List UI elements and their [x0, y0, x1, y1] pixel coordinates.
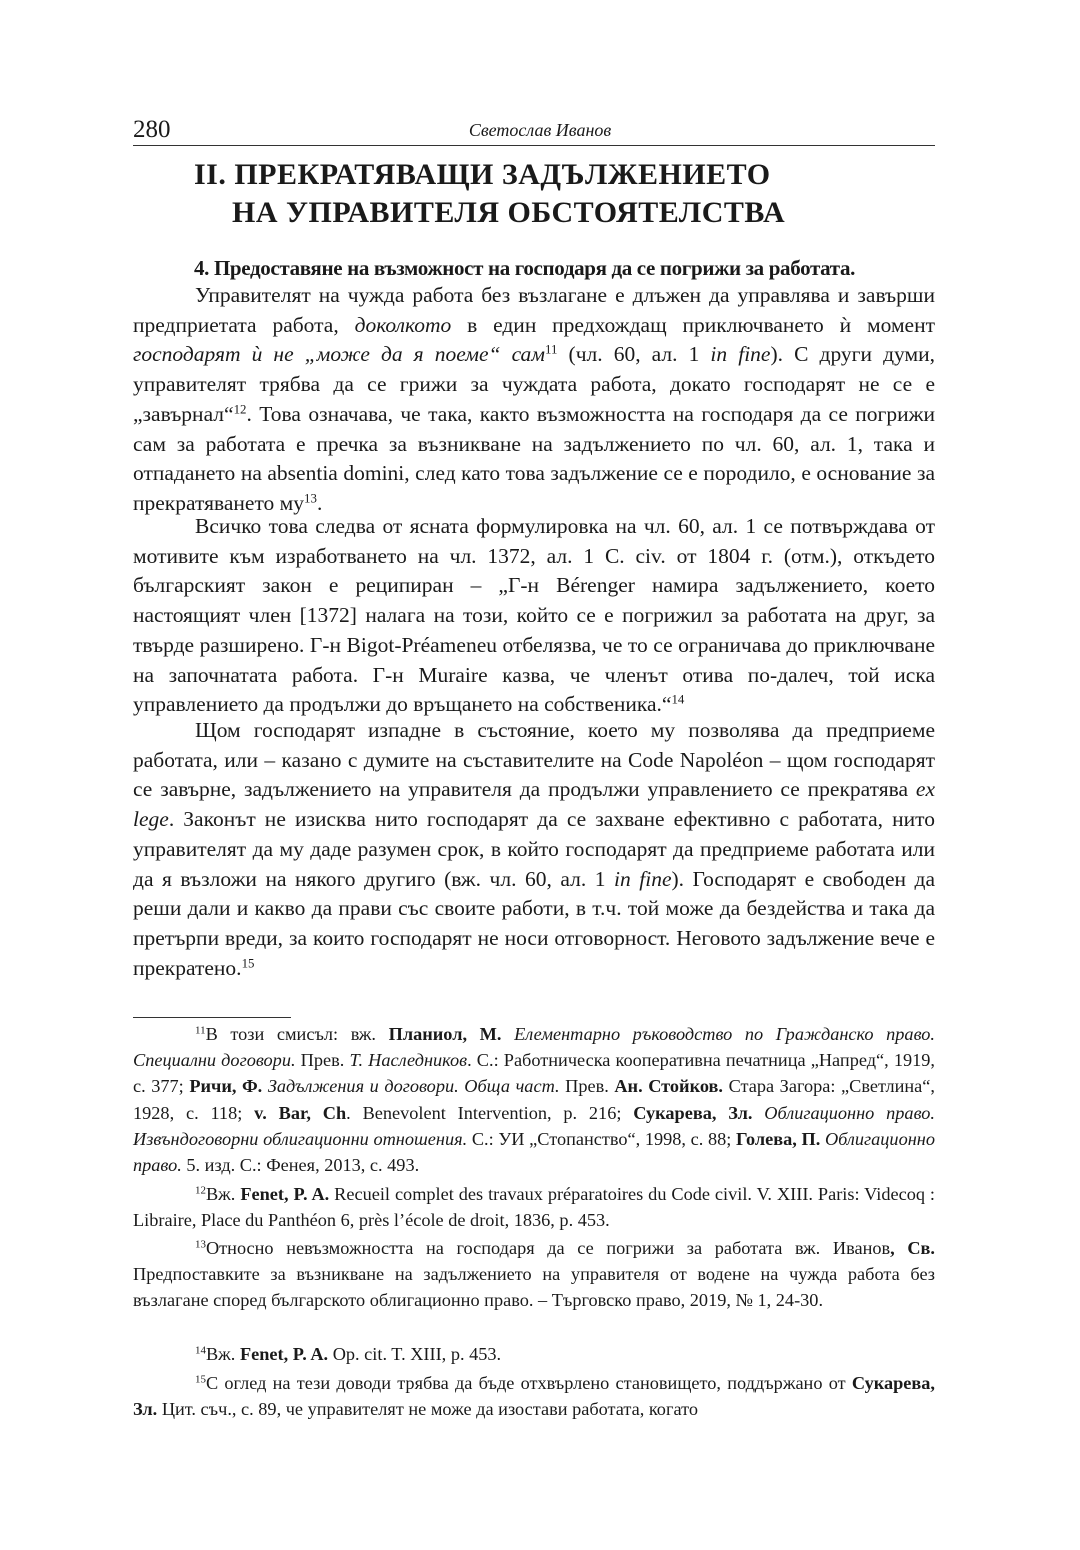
footnote-13: $^{13}$Относно невъзможността на господаря да се погрижи за работата вж. Иванов, Св. Предпоставките за възникване на задължението на управителя от водене на чужда работа без възлагане според българското облигационно право. – Търговско право, 2019, № 1, 24-30. — [133, 1238, 935, 1311]
running-head-author: Светослав Иванов — [468, 120, 612, 140]
footnote-ref-12: 12 — [233, 402, 247, 417]
footnote-separator — [133, 1017, 291, 1018]
footnote-ref-11: 11 — [545, 342, 558, 357]
footnote-12: $^{12}$Вж. Fenet, P. A. Recueil complet des travaux préparatoires du Code civil. V. XIII. Paris: Videcoq : Libraire, Place du Panthéon 6, près l’école de droit, 1836, p. 453. — [133, 1184, 936, 1231]
footnote-ref-13: 13 — [304, 491, 317, 506]
body-paragraph-1: Управителят на чужда работа без възлагане е длъжен да управлява и завърши предприетата работа, доколкото в един предхождащ приключването ѝ момент господарят ѝ не „може да я поеме“ сам$^{11}$ (чл. 60, ал. 1 in fine). С други думи, управителят трябва да се грижи за чуждата работа, докато господарят не се е „завърнал“$^{12}$. Това означава, че така, както възможността на господаря да се погрижи сам за работата е пречка за възникване на задължението по чл. 60, ал. 1, така и отпадането на absentia domini, след като това задължение се е породило, е основание за прекратяването $му^{13}$. — [133, 283, 935, 515]
page-number: 280 — [133, 116, 171, 143]
section-title-line-2: НА УПРАВИТЕЛЯ ОБСТОЯТЕЛСТВА — [232, 196, 786, 229]
footnote-ref-15: 15 — [241, 955, 255, 970]
header-rule — [133, 145, 935, 146]
subsection-heading: 4. Предоставяне на възможност на господаря да се погрижи за работата. — [194, 256, 856, 280]
footnote-11: $^{11}$В този смисъл: вж. Планиол, М. Елементарно ръководство по Гражданско право. Специални договори. Прев. Т. Наследников. С.: Работническа кооперативна печатница „Напред“, 1919, с. 377; Ричи, Ф. Задължения и договори. Обща част. Прев. Ан. Стойков. Стара Загора: „Светлина“, 1928, с. 118; v. Bar, Ch. Benevolent Intervention, p. 216; Сукарева, Зл. Облигационно право. Извъндоговорни облигационни отношения. С.: УИ „Стопанство“, 1998, с. 88; Голева, П. Облигационно право. 5. изд. С.: Фенея, 2013, с. 493. — [133, 1024, 935, 1176]
footnote-14: $^{14}$Вж. Fenet, P. A. Op. cit. T. XIII, p. 453. — [195, 1344, 502, 1364]
section-title-line-1: II. ПРЕКРАТЯВАЩИ ЗАДЪЛЖЕНИЕТО — [194, 158, 771, 191]
body-paragraph-2: Всичко това следва от ясната формулировка на чл. 60, ал. 1 се потвърждава от мотивите към изработването на чл. 1372, ал. 1 C. civ. от 1804 г. (отм.), откъдето българският закон е реципиран – „Г-н Bérenger намира задължението, което настоящият член [1372] налага на този, който се е погрижил за работата на друг, за твърде разширено. Г-н Bigot-Préameneu отбелязва, че то се ограничава до приключване на започнатата работа. Г-н Muraire казва, че членът отива по-далеч, той иска управлението да продължи до връщането на собственика.“$^{14}$ — [133, 514, 935, 717]
body-paragraph-3: Щом господарят изпадне в състояние, което му позволява да предприеме работата, или – казано с думите на съставителите на Code Napoléon – щом господарят се завърне, задължението на управителя да продължи управлението се прекратява ex lege. Законът не изисква нито господарят да се захване ефективно с работата, нито управителят да му даде разумен срок, в който господарят да предприеме работата или да я възложи на някого другиго (вж. чл. 60, ал. 1 in fine). Господарят е свободен да реши дали и какво да прави със своите работи, в т.ч. той може да бездейства и така да претърпи вреди, за които господарят не носи отговорност. Неговото задължение вече е прекратено.$^{15}$ — [133, 718, 935, 980]
footnote-ref-14: 14 — [671, 692, 685, 707]
footnote-15: $^{15}$С оглед на тези доводи трябва да бъде отхвърлено становището, поддържано от Сукарева, Зл. Цит. съч., с. 89, че управителят не може да изостави работата, когато — [133, 1373, 935, 1420]
